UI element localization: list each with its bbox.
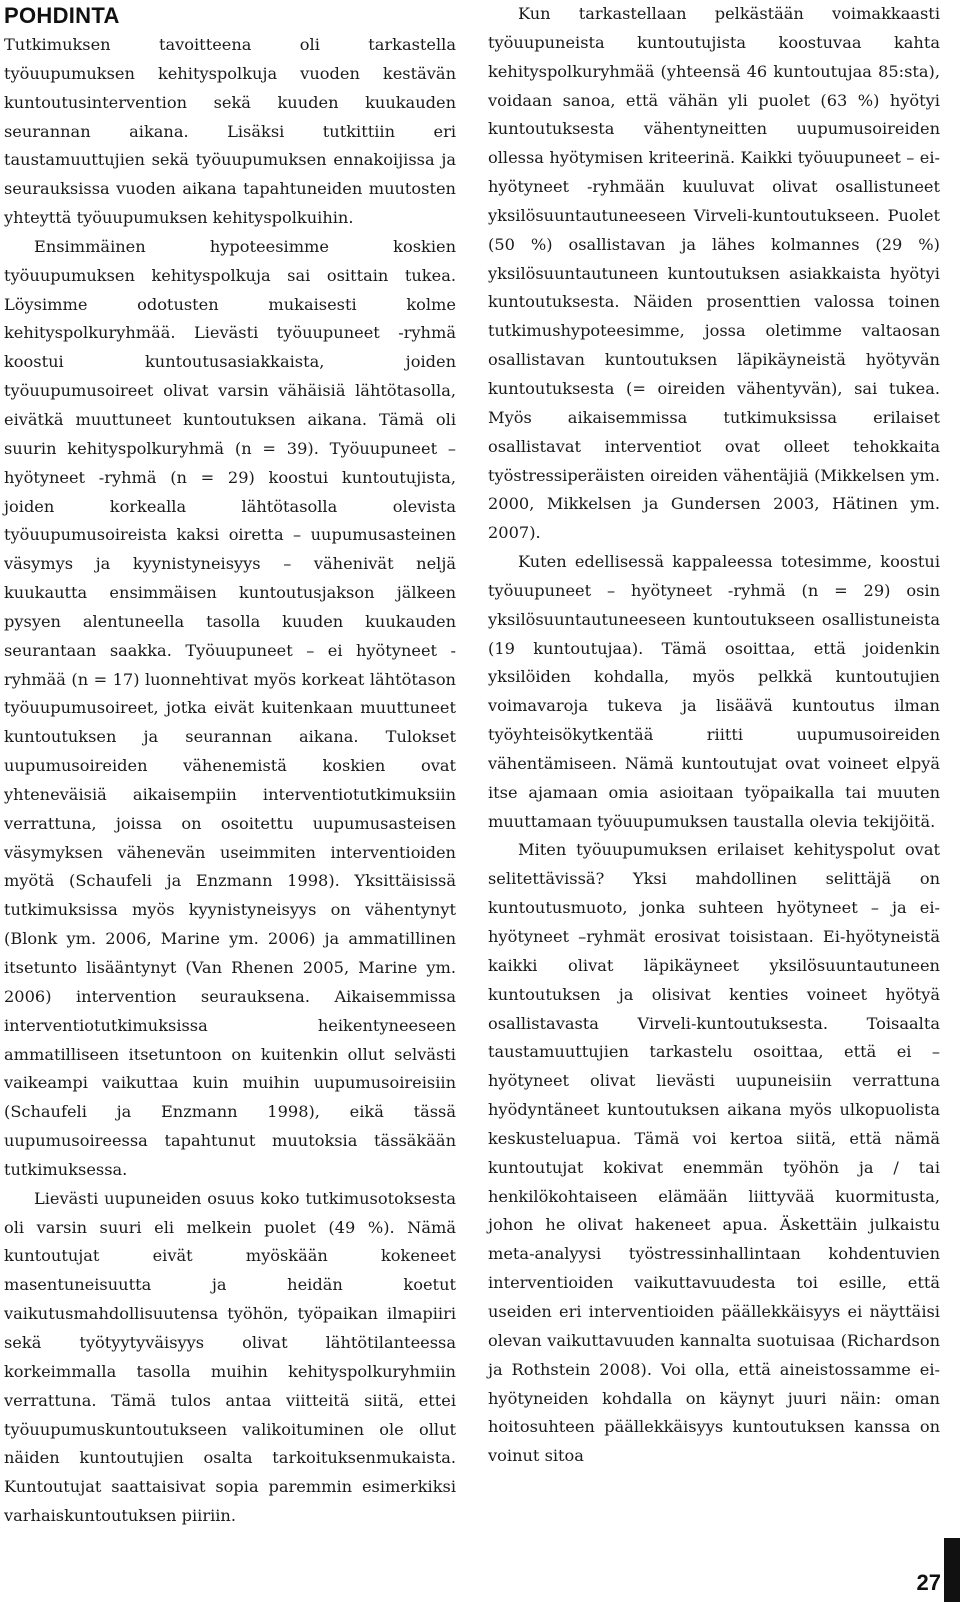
page-number: 27: [916, 1570, 941, 1595]
section-heading: POHDINTA: [4, 3, 120, 28]
left-column: [4, 0, 456, 1531]
paragraph-mildly-exhausted: Lievästi uupuneiden osuus koko tutkimusotoksesta oli varsin suuri eli melkein puolet (49 %). Nämä kuntoutujat eivät myöskään kokeneet masentuneisuutta ja heidän koetut vaikutusmahdollisuutensa työhön, työpaikan ilmapiiri sekä työtyytyväisyys olivat lähtötilanteessa korkeimmalla tasolla muihin kehityspolkuryhmiin verrattuna. Tämä tulos antaa viitteitä siitä, ettei työuupumuskuntoutukseen valikoituminen ole ollut näiden kuntoutujien osalta tarkoituksenmukaista. Kuntoutujat saattaisivat sopia paremmin esimerkiksi varhaiskuntoutuksen piiriin.: [4, 1188, 456, 1526]
paragraph-individual-rehabilitation: Kuten edellisessä kappaleessa totesimme, koostui työuupuneet – hyötyneet -ryhmä (n = 29) osin yksilösuuntautuneeseen kuntoutukseen osallistuneista (19 kuntoutujaa). Tämä osoittaa, että joidenkin yksilöiden kohdalla, myös pelkkä kuntoutujien voimavaroja tukeva ja lisäävä kuntoutus ilman työyhteisökytkentää riitti uupumusoireiden vähentämiseen. Nämä kuntoutujat ovat voineet elpyä itse ajamaan omia asioitaan työpaikalla tai muuten muuttamaan työuupumuksen taustalla olevia tekijöitä.: [488, 552, 940, 831]
paragraph-explaining-paths: Miten työuupumuksen erilaiset kehityspolut ovat selitettävissä? Yksi mahdollinen selittäjä on kuntoutusmuoto, jonka suhteen hyötyneet – ja ei-hyötyneet –ryhmät erosivat toisistaan. Ei-hyötyneistä kaikki olivat läpikäyneet yksilösuuntautuneen kuntoutuksen ja olisivat kenties voineet hyötyä osallistavasta Virveli-kuntoutuksesta. Toisaalta taustamuuttujien tarkastelu osoittaa, että ei – hyötyneet olivat lievästi uupuneisiin verrattuna hyödyntäneet kuntoutuksen aikana myös ulkopuolista keskusteluapua. Tämä voi kertoa siitä, että nämä kuntoutujat kokivat enemmän työhön ja / tai henkilökohtaiseen elämään liittyvää kuormitusta, johon he olivat hakeneet apua. Äskettäin julkaistu meta-analyysi työstressinhallintaan kohdentuvien interventioiden vaikuttavuudesta toi esille, että useiden eri interventioiden päällekkäisyys ei näyttäisi olevan vaikuttavuuden kannalta suotuisaa (Richardson ja Rothstein 2008). Voi olla, että aineistossamme ei-hyötyneiden kohdalla on käynyt juuri näin: oman hoitosuhteen päällekkäisyys kuntoutuksen kanssa on voinut sitoa: [488, 840, 940, 1466]
paragraph-intro: Tutkimuksen tavoitteena oli tarkastella työuupumuksen kehityspolkuja vuoden kestävän kuntoutusintervention sekä kuuden kuukauden seurannan aikana. Lisäksi tutkittiin eri taustamuuttujien sekä työuupumuksen ennakoijissa ja seurauksissa vuoden aikana tapahtuneiden muutosten yhteyttä työuupumuksen kehityspolkuihin.: [4, 35, 456, 228]
right-column: [488, 0, 940, 1471]
paragraph-hypothesis-one: Ensimmäinen hypoteesimme koskien työuupumuksen kehityspolkuja sai osittain tukea. Löysimme odotusten mukaisesti kolme kehityspolkuryhmää. Lievästi työuupuneet -ryhmä koostui kuntoutusasiakkaista, joiden työuupumusoireet olivat varsin vähäisiä lähtötasolla, eivätkä muuttuneet kuntoutuksen aikana. Tämä oli suurin kehityspolkuryhmä (n = 39). Työuupuneet –hyötyneet -ryhmä (n = 29) koostui kuntoutujista, joiden korkealla lähtötasolla olevista työuupumusoireista kaksi oiretta – uupumusasteinen väsymys ja kyynistyneisyys – vähenivät neljä kuukautta ensimmäisen kuntoutusjakson jälkeen pysyen alentuneella tasolla kuuden kuukauden seurantaan saakka. Työuupuneet – ei hyötyneet -ryhmää (n = 17) luonnehtivat myös korkeat lähtötason työuupumusoireet, jotka eivät kuitenkaan muuttuneet kuntoutuksen ja seurannan aikana. Tulokset uupumusoireiden vähenemistä koskien ovat yhteneväisiä aikaisempiin interventiotutkimuksiin verrattuna, joissa on osoitettu uupumusasteisen väsymyksen vähenevän useimmiten interventioiden myötä (Schaufeli ja Enzmann 1998). Yksittäisissä tutkimuksissa myös kyynistyneisyys on vähentynyt (Blonk ym. 2006, Marine ym. 2006) ja ammatillinen itsetunto lisääntynyt (Van Rhenen 2005, Marine ym. 2006) intervention seurauksena. Aikaisemmissa interventiotutkimuksissa heikentyneeseen ammatilliseen itsetuntoon on kuitenkin ollut selvästi vaikeampi vaikuttaa kuin muihin uupumusoireisiin (Schaufeli ja Enzmann 1998), eikä tässä uupumusoireessa tapahtunut muutoksia tässäkään tutkimuksessa.: [4, 236, 456, 1179]
paragraph-rehabilitation-benefit: Kun tarkastellaan pelkästään voimakkaasti työuupuneista kuntoutujista koostuvaa kahta kehityspolkuryhmää (yhteensä 46 kuntoutujaa 85:sta), voidaan sanoa, että vähän yli puolet (63 %) hyötyi kuntoutuksesta vähentyneitten uupumusoireiden ollessa hyötymisen kriteerinä. Kaikki työuupuneet – ei-hyötyneet -ryhmään kuuluvat olivat osallistuneet yksilösuuntautuneeseen Virveli-kuntoutukseen. Puolet (50 %) osallistavan ja lähes kolmannes (29 %) yksilösuuntautuneen kuntoutuksen asiakkaista hyötyi kuntoutuksesta. Näiden prosenttien valossa toinen tutkimushypoteesimme, jossa oletimme valtaosan osallistavan kuntoutuksen läpikäyneistä hyötyvän kuntoutuksesta (= oireiden vähentyvän), sai tukea. Myös aikaisemmissa tutkimuksissa erilaiset osallistavat interventiot ovat olleet tehokkaita työstressiperäisten oireiden vähentäjiä (Mikkelsen ym. 2000, Mikkelsen ja Gundersen 2003, Hätinen ym. 2007).: [488, 4, 940, 543]
page-edge-marker: [944, 1538, 960, 1602]
